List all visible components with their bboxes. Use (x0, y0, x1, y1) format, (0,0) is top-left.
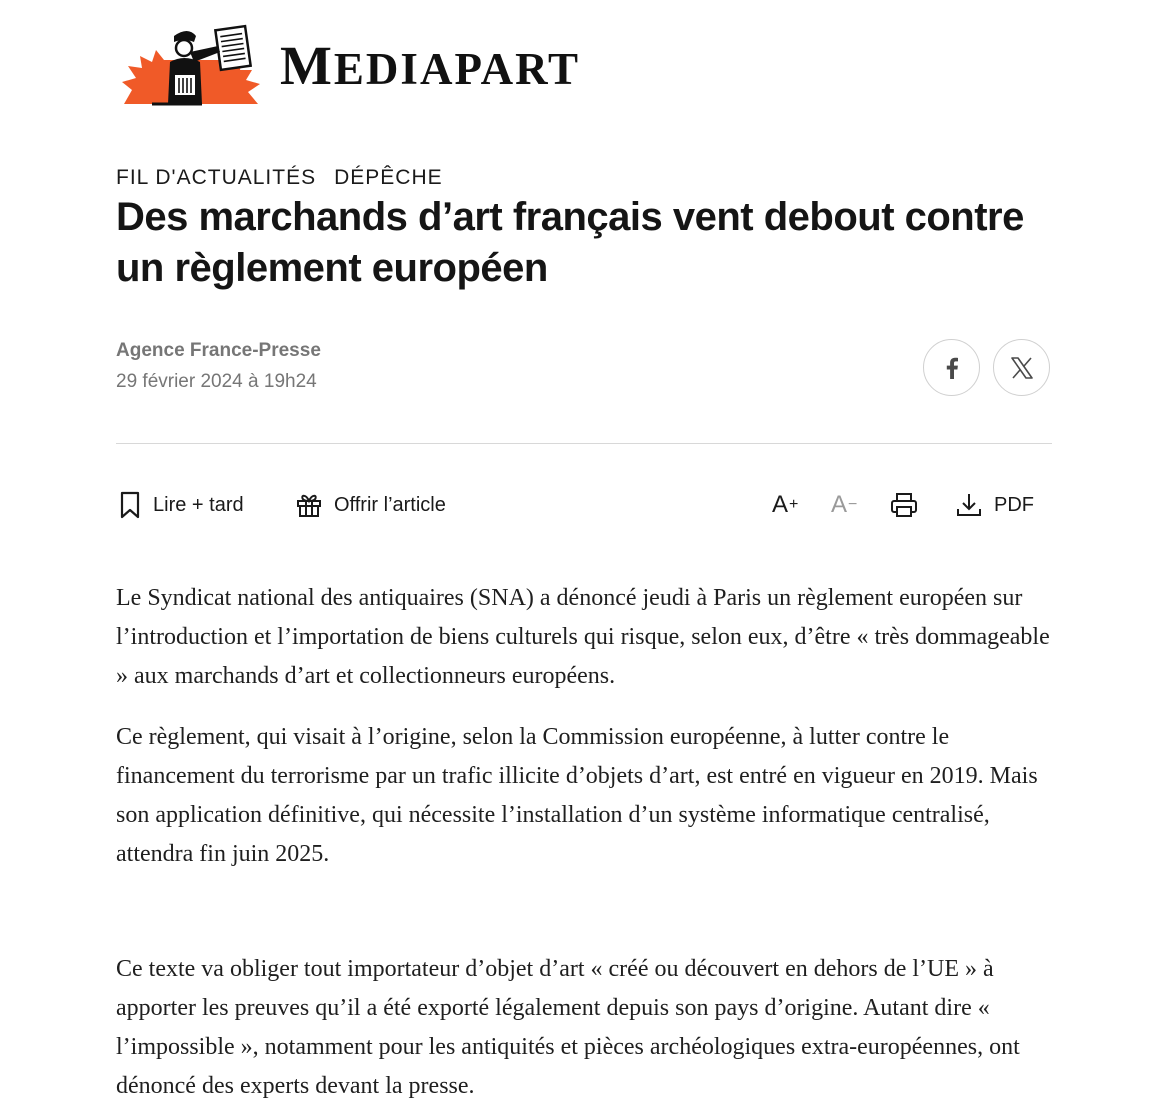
article-title: Des marchands d’art français vent debout contre un règlement européen (116, 195, 1024, 290)
font-decrease-sign: − (848, 496, 858, 513)
gift-article-button[interactable] (296, 488, 446, 522)
article-byline (116, 340, 321, 393)
print-button[interactable] (890, 488, 918, 522)
bookmark-icon (119, 491, 141, 519)
kicker-type-label: DÉPÊCHE (334, 166, 443, 189)
download-icon (956, 492, 982, 518)
article-body (116, 579, 1056, 1106)
x-icon (1011, 357, 1033, 379)
share-facebook-button[interactable] (923, 339, 980, 396)
site-header (122, 22, 580, 108)
facebook-icon (945, 357, 959, 379)
article-author: Agence France-Presse (116, 340, 321, 361)
kicker-section-link[interactable]: FIL D'ACTUALITÉS (116, 166, 317, 189)
download-pdf-button[interactable] (956, 488, 1034, 522)
brand-wordmark[interactable]: MEDIAPART (280, 34, 581, 96)
share-x-button[interactable] (993, 339, 1050, 396)
header-divider (116, 443, 1052, 444)
gift-icon (296, 492, 322, 518)
pdf-label: PDF (994, 493, 1034, 516)
read-later-button[interactable] (119, 488, 244, 522)
printer-icon (890, 492, 918, 518)
font-increase-label: A (772, 491, 789, 518)
article-date: 29 février 2024 à 19h24 (116, 371, 317, 392)
font-increase-button[interactable] (772, 488, 798, 522)
font-decrease-button[interactable] (831, 488, 857, 522)
mediapart-logo-icon[interactable] (122, 22, 262, 108)
gift-article-label: Offrir l’article (334, 493, 446, 516)
article-paragraph: Ce texte va obliger tout importateur d’objet d’art « créé ou découvert en dehors de l’UE » à apporter les preuves qu’il a été exporté légalement depuis son pays d’origine. Autant dire « l’impossible », notamment pour les antiquités et pièces archéologiques extra-européennes, ont dénoncé des experts devant la presse. (116, 956, 1020, 1099)
article-paragraph: Ce règlement, qui visait à l’origine, selon la Commission européenne, à lutter contre le financement du terrorisme par un trafic illicite d’objets d’art, est entré en vigueur en 2019. Mais son application définitive, qui nécessite l’installation d’un système informatique centralisé, attendra fin juin 2025. (116, 724, 1038, 867)
article-kickers (116, 166, 443, 190)
article-paragraph: Le Syndicat national des antiquaires (SNA) a dénoncé jeudi à Paris un règlement européen sur l’introduction et l’importation de biens culturels qui risque, selon eux, d’être « très dommageable » aux marchands d’art et collectionneurs européens. (116, 585, 1050, 689)
font-decrease-label: A (831, 491, 848, 518)
read-later-label: Lire + tard (153, 493, 244, 516)
font-increase-sign: + (789, 496, 799, 513)
